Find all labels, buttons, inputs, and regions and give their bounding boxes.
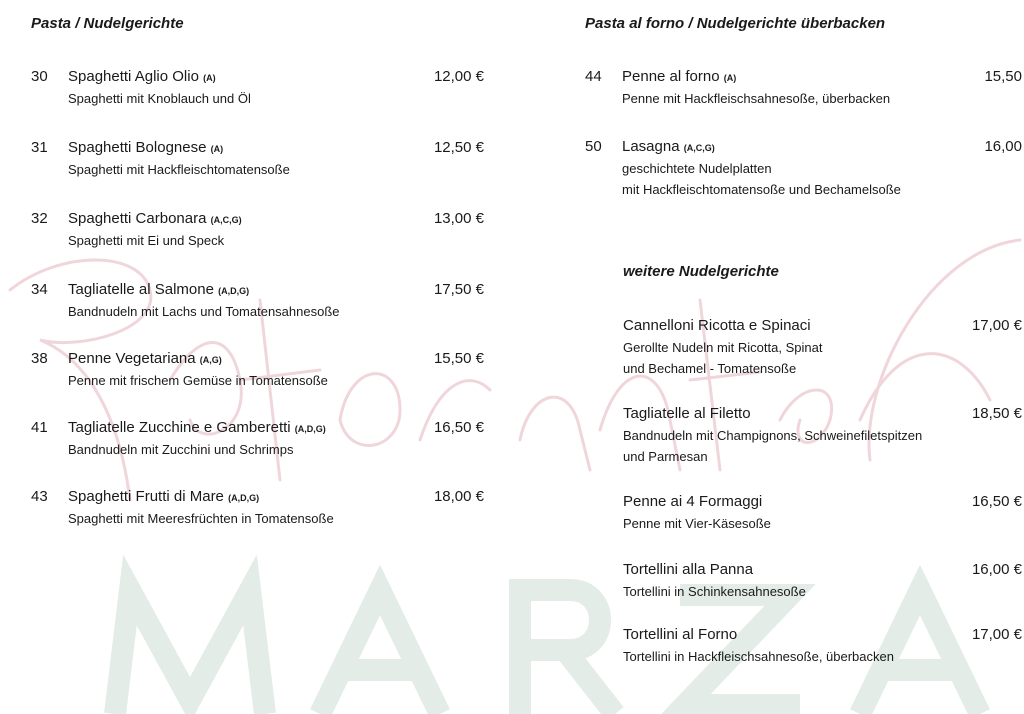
menu-item bbox=[31, 488, 484, 529]
item-name-text: Tagliatelle al Salmone bbox=[68, 281, 214, 298]
item-price: 17,00 € bbox=[971, 317, 1022, 334]
item-allergens: (A,D,G) bbox=[228, 493, 260, 503]
item-allergens: (A) bbox=[210, 144, 224, 154]
item-name bbox=[623, 561, 753, 579]
menu-item bbox=[31, 210, 484, 251]
menu-item bbox=[623, 405, 1022, 467]
item-description: Penne mit frischem Gemüse in Tomatensoße bbox=[68, 373, 328, 388]
menu-item bbox=[31, 139, 484, 180]
item-price: 16,00 bbox=[984, 138, 1022, 155]
item-price: 16,50 € bbox=[433, 419, 484, 436]
item-allergens: (A,G) bbox=[199, 355, 222, 365]
item-allergens: (A) bbox=[723, 73, 737, 83]
item-allergens: (A,D,G) bbox=[294, 424, 326, 434]
item-price: 15,50 bbox=[984, 68, 1022, 85]
item-name-text: Penne al forno bbox=[622, 68, 720, 85]
item-description: Bandnudeln mit Zucchini und Schrimps bbox=[68, 442, 294, 457]
item-description: und Bechamel - Tomatensoße bbox=[623, 361, 797, 376]
item-description: Gerollte Nudeln mit Ricotta, Spinat bbox=[623, 340, 823, 355]
section-heading-pasta: Pasta / Nudelgerichte bbox=[31, 15, 184, 32]
item-allergens: (A) bbox=[203, 73, 216, 83]
item-name bbox=[623, 626, 737, 644]
item-name-text: Cannelloni Ricotta e Spinaci bbox=[623, 317, 811, 334]
menu-item bbox=[585, 68, 1022, 109]
item-allergens: (A,C,G) bbox=[683, 143, 715, 153]
item-name bbox=[623, 493, 762, 511]
item-name-text: Spaghetti Frutti di Mare bbox=[68, 488, 224, 505]
item-price: 18,50 € bbox=[971, 405, 1022, 422]
item-name-text: Spaghetti Aglio Olio bbox=[68, 68, 199, 85]
item-name bbox=[623, 405, 751, 423]
item-name-text: Spaghetti Carbonara bbox=[68, 210, 207, 227]
item-name-text: Penne ai 4 Formaggi bbox=[623, 493, 763, 510]
item-name bbox=[68, 281, 249, 300]
menu-item bbox=[623, 317, 1022, 379]
item-name bbox=[68, 139, 223, 158]
item-name bbox=[68, 350, 222, 369]
item-name-text: Spaghetti Bolognese bbox=[68, 139, 207, 156]
item-description: Spaghetti mit Meeresfrüchten in Tomatensoße bbox=[68, 511, 334, 526]
item-name-text: Tagliatelle Zucchine e Gamberetti bbox=[68, 419, 291, 436]
item-description: und Parmesan bbox=[623, 449, 708, 464]
item-description: Penne mit Hackfleischsahnesoße, überbacken bbox=[622, 91, 891, 106]
item-name bbox=[68, 68, 216, 87]
item-price: 15,50 € bbox=[433, 350, 484, 367]
item-name bbox=[68, 488, 259, 507]
item-description: Bandnudeln mit Lachs und Tomatensahnesoße bbox=[68, 304, 340, 319]
item-price: 13,00 € bbox=[433, 210, 484, 227]
item-number: 44 bbox=[585, 68, 602, 85]
menu-item bbox=[623, 626, 1022, 667]
item-number: 34 bbox=[31, 281, 48, 298]
item-name-text: Penne Vegetariana bbox=[68, 350, 196, 367]
menu-item bbox=[623, 493, 1022, 534]
item-allergens: (A,D,G) bbox=[218, 286, 250, 296]
menu-item bbox=[623, 561, 1022, 602]
item-description: Bandnudeln mit Champignons, Schweinefiletspitzen bbox=[623, 428, 923, 443]
menu-item bbox=[585, 138, 1022, 200]
item-name-text: Tortellini alla Panna bbox=[623, 561, 754, 578]
item-number: 31 bbox=[31, 139, 48, 156]
item-name bbox=[622, 138, 715, 157]
section-heading-pasta-al-forno: Pasta al forno / Nudelgerichte überbacken bbox=[585, 15, 886, 32]
item-number: 43 bbox=[31, 488, 48, 505]
item-name bbox=[623, 317, 811, 335]
item-name-text: Tortellini al Forno bbox=[623, 626, 738, 643]
item-price: 16,00 € bbox=[971, 561, 1022, 578]
item-name-text: Lasagna bbox=[622, 138, 680, 155]
item-allergens: (A,C,G) bbox=[210, 215, 242, 225]
item-number: 38 bbox=[31, 350, 48, 367]
item-price: 16,50 € bbox=[971, 493, 1022, 510]
item-price: 18,00 € bbox=[433, 488, 484, 505]
item-number: 41 bbox=[31, 419, 48, 436]
menu-item bbox=[31, 419, 484, 460]
item-description: Tortellini in Hackfleischsahnesoße, überbacken bbox=[623, 649, 894, 664]
menu-item bbox=[31, 350, 484, 391]
item-description: Spaghetti mit Ei und Speck bbox=[68, 233, 225, 248]
item-description: geschichtete Nudelplatten bbox=[622, 161, 772, 176]
item-name bbox=[68, 210, 242, 229]
item-number: 32 bbox=[31, 210, 48, 227]
section-heading-weitere: weitere Nudelgerichte bbox=[623, 263, 779, 280]
menu-item bbox=[31, 68, 484, 109]
item-description: Penne mit Vier-Käsesoße bbox=[623, 516, 771, 531]
item-price: 12,50 € bbox=[433, 139, 484, 156]
item-price: 17,50 € bbox=[433, 281, 484, 298]
menu-item bbox=[31, 281, 484, 322]
item-name-text: Tagliatelle al Filetto bbox=[623, 405, 751, 422]
item-price: 12,00 € bbox=[433, 68, 484, 85]
item-description: Spaghetti mit Knoblauch und Öl bbox=[68, 91, 251, 106]
item-description: Spaghetti mit Hackfleischtomatensoße bbox=[68, 162, 290, 177]
item-description: Tortellini in Schinkensahnesoße bbox=[623, 584, 806, 599]
item-number: 30 bbox=[31, 68, 48, 85]
item-name bbox=[622, 68, 736, 87]
item-name bbox=[68, 419, 326, 438]
item-description: mit Hackfleischtomatensoße und Bechamelsoße bbox=[622, 182, 901, 197]
item-price: 17,00 € bbox=[971, 626, 1022, 643]
item-number: 50 bbox=[585, 138, 602, 155]
